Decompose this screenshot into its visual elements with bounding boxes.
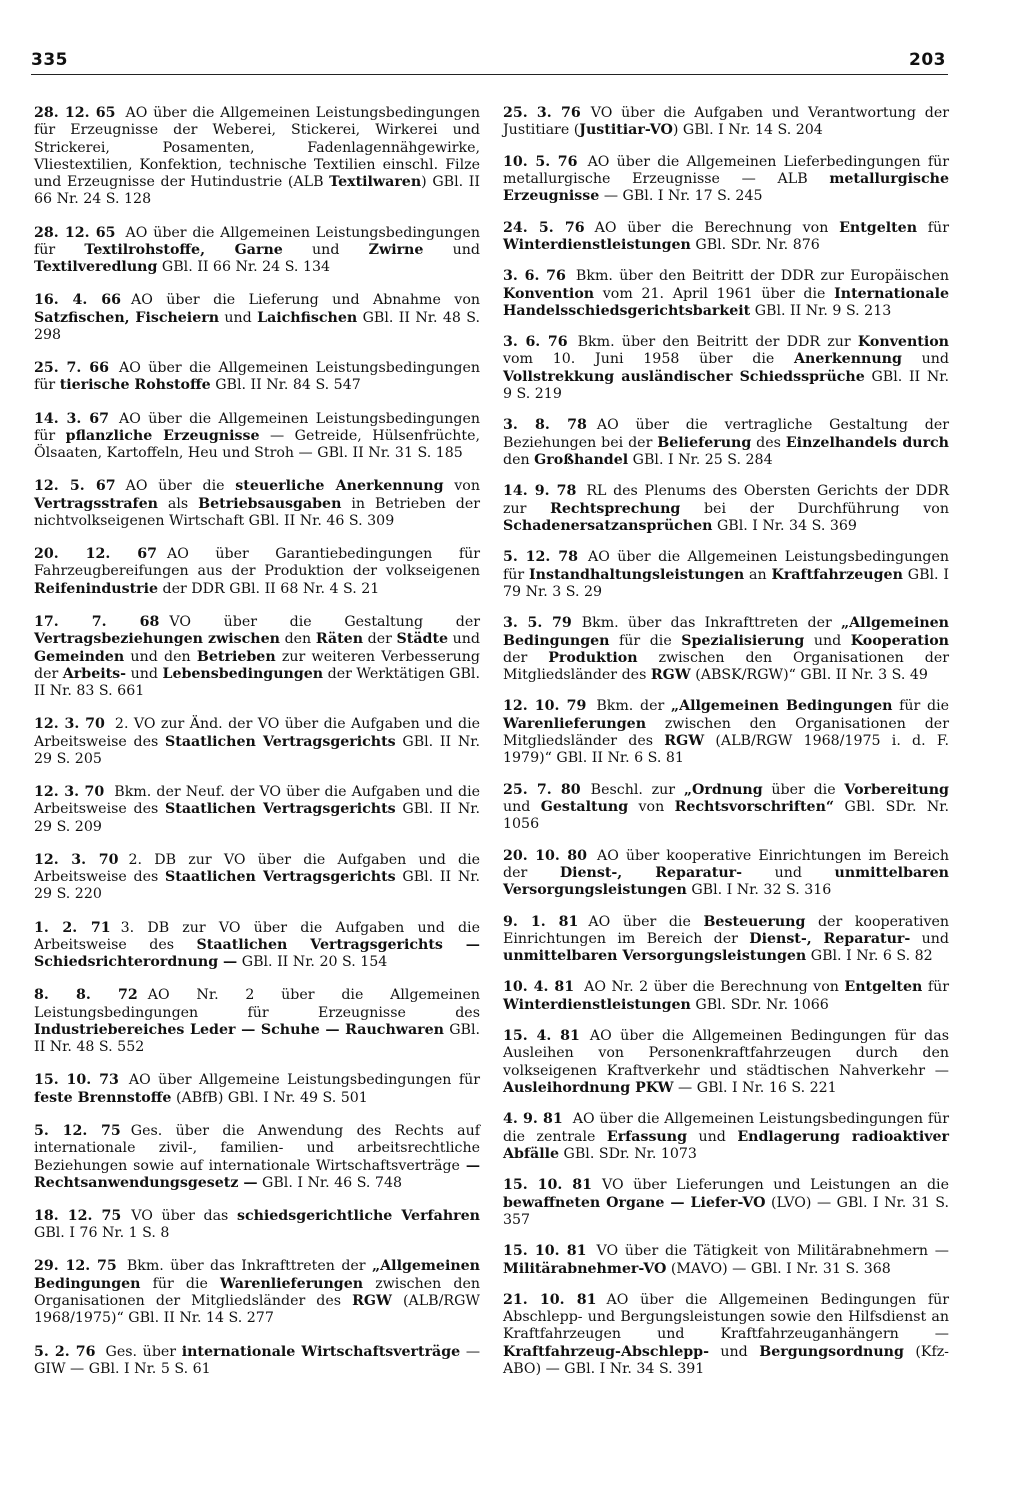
entry-text: für (922, 979, 949, 996)
entry-text: GBl. SDr. Nr. 876 (690, 236, 820, 253)
entry-keyword: RGW (650, 667, 691, 684)
entry-date: 18. 12. 75 (34, 1207, 122, 1224)
register-entry (34, 546, 480, 598)
register-entry (34, 360, 480, 395)
entry-text: und (708, 1343, 760, 1360)
entry-text: über die (762, 781, 845, 798)
entry-date: 12. 3. 70 (34, 716, 105, 733)
entry-text: (ALB/RGW 1968/1975)“ GBl. II Nr. 14 S. 277 (34, 1293, 480, 1327)
entry-keyword: Städte (396, 631, 449, 648)
entry-text: AO über die Allgemeinen Leistungsbedingungen für die zentrale (503, 1111, 949, 1145)
entry-text: an (744, 566, 772, 583)
register-entry (34, 225, 480, 277)
entry-text: VO über Lieferungen und Leistungen an die (602, 1177, 949, 1194)
entry-date: 3. 6. 76 (503, 268, 566, 285)
entry-text: zur weiteren Verbesserung der (34, 648, 480, 682)
entry-keyword: Besteuerung (703, 913, 806, 930)
entry-keyword: Gestaltung (540, 798, 629, 815)
entry-text: zwischen den Organisationen der Mitgliedsländer des (503, 649, 949, 684)
entry-date: 12. 3. 70 (34, 784, 105, 801)
entry-date: 10. 5. 76 (503, 153, 578, 170)
entry-date: 5. 2. 76 (34, 1343, 96, 1360)
entry-text: und (687, 1128, 738, 1145)
entry-text: GBl. I Nr. 34 S. 369 (712, 517, 857, 534)
register-entry (34, 920, 480, 972)
entry-text: bei der Durchführung von (680, 500, 949, 517)
entry-keyword: Satzfischen, Fischeiern (34, 309, 220, 326)
entry-date: 25. 7. 66 (34, 360, 109, 377)
entry-keyword: Internationale Handelsschiedsgerichtsbarkeit (503, 285, 949, 319)
entry-text: GBl. SDr. Nr. 1066 (690, 996, 829, 1013)
entry-text: GBl. I Nr. 46 S. 748 (257, 1174, 403, 1191)
entry-text: AO über die Allgemeinen Leistungsbedingungen für (34, 360, 480, 394)
entry-date: 15. 10. 81 (503, 1177, 592, 1194)
entry-text: AO über die Allgemeinen Leistungsbedingungen für (503, 549, 949, 583)
register-entry (503, 1111, 949, 1163)
register-entry (34, 1123, 480, 1192)
entry-text: AO über die Allgemeinen Leistungsbedingungen für Erzeugnisse der Weberei, Stickerei, Wirkerei und Strickerei, Posamenten, Fadenlagennähgewirke, Vliestextilien, Konfektion, technische Textilien einschl. Filze und Erzeugnisse der Hutindustrie (ALB (34, 105, 480, 191)
entry-text: und (742, 864, 835, 881)
entry-text: GBl. I 76 Nr. 1 S. 8 (34, 1225, 170, 1242)
entry-date: 14. 3. 67 (34, 410, 109, 427)
entry-text: (ABfB) GBl. I Nr. 49 S. 501 (171, 1089, 368, 1106)
entry-keyword: Produktion (548, 649, 638, 666)
entry-text: AO über die Allgemeinen Leistungsbedingungen für (34, 410, 480, 444)
register-entry (34, 716, 480, 768)
register-entry (503, 220, 949, 255)
entry-text: (ABSK/RGW)“ GBl. II Nr. 3 S. 49 (690, 667, 928, 684)
entry-keyword: Schadenersatzansprüchen (503, 517, 713, 534)
entry-date: 12. 3. 70 (34, 851, 119, 868)
register-entry (34, 1344, 480, 1379)
register-entry (503, 914, 949, 966)
entry-keyword: Lebensbedingungen (162, 665, 324, 682)
entry-keyword: unmittelbaren Versorgungsleistungen (503, 948, 807, 965)
entry-text: AO über die (588, 913, 704, 930)
entry-keyword: Kraftfahrzeug-Abschlepp- (503, 1343, 709, 1360)
entry-text: für die (609, 632, 682, 649)
entry-keyword: schiedsgerichtliche Verfahren (236, 1207, 480, 1224)
entry-keyword: „Allgemeinen Bedingungen (670, 698, 893, 715)
entry-date: 4. 9. 81 (503, 1111, 563, 1128)
entry-date: 15. 4. 81 (503, 1028, 580, 1045)
entry-keyword: RGW (664, 733, 705, 750)
entry-text: AO über die Allgemeinen Leistungsbedingungen für (34, 224, 480, 258)
entry-text: AO über die Berechnung von (594, 219, 840, 236)
entry-text: — Getreide, Hülsenfrüchte, Ölsaaten, Kartoffeln, Heu und Stroh — GBl. II Nr. 31 S. 185 (34, 427, 480, 462)
entry-text: AO über Allgemeine Leistungsbedingungen für (128, 1072, 480, 1089)
entry-text: und (804, 632, 851, 649)
register-entry (503, 698, 949, 767)
entry-date: 28. 12. 65 (34, 224, 116, 241)
entry-date: 12. 5. 67 (34, 478, 116, 495)
entry-text: — GIW — GBl. I Nr. 5 S. 61 (34, 1343, 481, 1377)
entry-text: GBl. II Nr. 9 S. 213 (750, 302, 892, 319)
entry-keyword: Ausleihordnung PKW (503, 1080, 674, 1097)
entry-keyword: Kraftfahrzeugen (771, 566, 903, 583)
left-column (34, 105, 480, 1378)
entry-text: AO über die vertragliche Gestaltung der Beziehungen bei der (503, 417, 950, 451)
entry-keyword: Textilrohstoffe, Garne (84, 241, 283, 258)
register-entry (503, 268, 949, 320)
entry-text: des (751, 434, 786, 451)
entry-text: RL des Plenums des Obersten Gerichts der DDR zur (503, 483, 949, 517)
entry-date: 3. 6. 76 (503, 334, 568, 351)
entry-keyword: Warenlieferungen (220, 1275, 364, 1292)
entry-keyword: internationale Wirtschaftsverträge (181, 1343, 461, 1360)
entry-keyword: Bergungsordnung (759, 1343, 904, 1360)
entry-keyword: Erfassung (606, 1128, 687, 1145)
register-entry (34, 411, 480, 463)
entry-text: VO über die Tätigkeit von Militärabnehmern — (596, 1243, 949, 1260)
entry-text: (Kfz-ABO) — GBl. I Nr. 34 S. 391 (503, 1343, 949, 1378)
entry-date: 1. 2. 71 (34, 919, 111, 936)
entry-text: der (503, 649, 549, 666)
entry-text: (MAVO) — GBl. I Nr. 31 S. 368 (666, 1260, 891, 1277)
entry-text: GBl. II Nr. 20 S. 154 (237, 954, 388, 971)
entry-text: für die (892, 698, 950, 715)
entry-date: 25. 3. 76 (503, 105, 581, 121)
entry-text: für (917, 219, 949, 236)
entry-keyword: Textilveredlung (34, 259, 158, 276)
entry-keyword: bewaffneten Organe — Liefer-VO (503, 1194, 766, 1211)
entry-date: 24. 5. 76 (503, 219, 585, 236)
entry-text: und (423, 241, 480, 258)
entry-keyword: Konvention (503, 285, 595, 302)
entry-text: GBl. I Nr. 32 S. 316 (686, 882, 832, 899)
entry-text: vom 10. Juni 1958 über die (503, 351, 795, 368)
register-entry (503, 154, 949, 206)
entry-text: vom 21. April 1961 über die (594, 285, 835, 302)
entry-text: Ges. über die Anwendung des Rechts auf internationale zivil-, familien- und arbeitsrechtliche Beziehungen sowie auf internationale Wirtschaftsverträge (34, 1122, 480, 1174)
entry-text: der (363, 631, 397, 648)
entry-date: 5. 12. 78 (503, 549, 578, 566)
entry-text: (LVO) — GBl. I Nr. 31 S. 357 (503, 1194, 950, 1228)
entry-text: für die (140, 1275, 221, 1292)
entry-keyword: Winterdienstleistungen (503, 236, 691, 253)
entry-keyword: Rechtsprechung (550, 500, 681, 517)
entry-date: 15. 10. 73 (34, 1072, 119, 1089)
entry-text: GBl. SDr. Nr. 1073 (559, 1145, 697, 1162)
entry-keyword: Vertragsbeziehungen zwischen (34, 631, 280, 648)
entry-keyword: metallurgische Erzeugnisse (503, 170, 949, 205)
register-entry (34, 987, 480, 1056)
entry-keyword: Belieferung (657, 434, 752, 451)
entry-text: GBl. II Nr. 29 S. 220 (34, 869, 480, 903)
register-entry (34, 105, 480, 209)
entry-keyword: Winterdienstleistungen (503, 996, 691, 1013)
entry-text: GBl. II Nr. 48 S. 552 (34, 1021, 480, 1056)
entry-text: als (158, 495, 199, 512)
entry-keyword: Dienst-, Reparatur- (559, 864, 743, 881)
entry-keyword: Entgelten (844, 979, 923, 996)
register-entry (34, 852, 480, 904)
entry-text: AO über die Allgemeinen Bedingungen für das Ausleihen von Personenkraftfahrzeugen durch den volkseigenen Kraftverkehr und städtischen Nahverkehr — (503, 1028, 949, 1079)
entry-text: von (443, 478, 480, 495)
entry-text: der kooperativen Einrichtungen im Bereich der (503, 913, 949, 947)
header-rule (31, 74, 948, 75)
entry-keyword: Spezialisierung (681, 632, 805, 649)
register-entry (34, 1072, 480, 1107)
entry-text: GBl. II Nr. 9 S. 219 (503, 368, 949, 403)
entry-keyword: pflanzliche Erzeugnisse (65, 427, 260, 444)
entry-text: zwischen den Organisationen der Mitgliedsländer des (34, 1275, 480, 1310)
entry-date: 28. 12. 65 (34, 105, 116, 121)
entry-date: 20. 12. 67 (34, 546, 157, 563)
entry-text: Bkm. über den Beitritt der DDR zur Europäischen (575, 268, 949, 285)
entry-text: — GBl. I Nr. 16 S. 221 (673, 1080, 837, 1097)
entry-date: 20. 10. 80 (503, 847, 587, 864)
entry-text: AO über die (125, 478, 236, 495)
entry-text: GBl. II Nr. 84 S. 547 (210, 377, 361, 394)
entry-text: GBl. I 79 Nr. 3 S. 29 (503, 566, 949, 600)
register-entry (503, 1177, 949, 1229)
entry-date: 25. 7. 80 (503, 781, 581, 798)
entry-keyword: Betrieben (196, 648, 276, 665)
register-entry (503, 334, 949, 403)
entry-text: GBl. II Nr. 48 S. 298 (34, 309, 480, 344)
entry-text: VO über die Gestaltung der (169, 613, 480, 630)
entry-text: der Werktätigen GBl. II Nr. 83 S. 661 (34, 665, 480, 700)
register-entry (34, 784, 480, 836)
register-entry (503, 979, 949, 1014)
entry-keyword: Reifenindustrie (34, 580, 159, 597)
entry-text: GBl. II 66 Nr. 24 S. 134 (157, 259, 331, 276)
entry-text: Bkm. der (596, 698, 671, 715)
entry-text: und (219, 309, 258, 326)
register-entry (503, 615, 949, 684)
entry-text: Ges. über (105, 1343, 182, 1360)
entry-date: 16. 4. 66 (34, 292, 121, 309)
entry-keyword: Räten (315, 631, 364, 648)
entry-date: 5. 12. 75 (34, 1122, 121, 1139)
entry-keyword: Staatlichen Vertragsgerichts (165, 733, 396, 750)
entry-keyword: Textilwaren (329, 174, 422, 191)
entry-keyword: Einzelhandels durch (785, 434, 950, 451)
entry-keyword: „Allgemeinen Bedingungen (503, 615, 949, 649)
entry-text: VO über das (131, 1207, 237, 1224)
entry-text: 2. DB zur VO über die Aufgaben und die Arbeitsweise des (34, 851, 480, 886)
entry-text: AO über Garantiebedingungen für Fahrzeugbereifungen aus der Produktion der volkseigenen (34, 546, 480, 580)
entry-text: GBl. I Nr. 6 S. 82 (806, 948, 933, 965)
entry-text: AO über die Allgemeinen Lieferbedingungen für metallurgische Erzeugnisse — ALB (503, 153, 950, 187)
entry-date: 3. 8. 78 (503, 417, 587, 434)
entry-text: GBl. I Nr. 25 S. 284 (628, 451, 773, 468)
register-entry (503, 1028, 949, 1097)
entry-text: und (901, 351, 950, 368)
entry-keyword: Staatlichen Vertragsgerichts — Schiedsrichterordnung — (34, 936, 480, 971)
entry-text: Bkm. der Neuf. der VO über die Aufgaben und die Arbeitsweise des (34, 784, 480, 818)
register-entry (34, 292, 480, 344)
register-entry (503, 549, 949, 601)
page-number-right: 203 (909, 50, 946, 70)
entry-text: (ALB/RGW 1968/1975 i. d. F. 1979)“ GBl. II Nr. 6 S. 81 (503, 733, 950, 767)
entry-date: 17. 7. 68 (34, 613, 160, 630)
entry-text: Bkm. über den Beitritt der DDR zur (577, 334, 858, 351)
entry-text: GBl. II Nr. 29 S. 205 (34, 733, 480, 767)
entry-text: GBl. SDr. Nr. 1056 (503, 798, 949, 833)
entry-text: AO Nr. 2 über die Berechnung von (584, 979, 845, 996)
entry-keyword: Großhandel (534, 451, 629, 468)
entry-text: 3. DB zur VO über die Aufgaben und die Arbeitsweise des (34, 919, 480, 953)
entry-text: Bkm. über das Inkrafttreten der (126, 1258, 373, 1275)
entry-text: und (282, 241, 369, 258)
entry-text: ) GBl. II 66 Nr. 24 S. 128 (34, 174, 480, 208)
entry-text: GBl. II Nr. 29 S. 209 (34, 801, 480, 835)
register-entry (34, 478, 480, 530)
entry-keyword: Konvention (857, 334, 949, 351)
register-entry (34, 1208, 480, 1243)
entry-text: und den (124, 648, 197, 665)
entry-text: den (279, 631, 316, 648)
entry-text: und (126, 665, 163, 682)
entry-text: den (503, 451, 535, 468)
entry-keyword: Instandhaltungsleistungen (529, 566, 745, 583)
right-column (503, 105, 949, 1378)
register-entry (34, 1258, 480, 1327)
register-entry (503, 105, 949, 140)
entry-keyword: Justitiar-VO (579, 122, 673, 139)
entry-date: 8. 8. 72 (34, 987, 138, 1004)
entry-text: zwischen den Organisationen der Mitgliedsländer des (503, 715, 949, 750)
entry-keyword: Warenlieferungen (503, 715, 647, 732)
entry-keyword: Industriebereiches Leder — Schuhe — Rauchwaren (34, 1021, 444, 1038)
entry-keyword: Betriebsausgaben (198, 495, 342, 512)
entry-keyword: Dienst-, Reparatur- (749, 930, 911, 947)
entry-keyword: Kooperation (850, 632, 949, 649)
entry-text: VO über die Aufgaben und Verantwortung der Justitiare ( (503, 105, 949, 139)
entry-text: AO über die Lieferung und Abnahme von (130, 292, 481, 309)
entry-keyword: „Ordnung (683, 781, 763, 798)
entry-text: AO über die Allgemeinen Bedingungen für Abschlepp- und Bergungsleistungen sowie den Hilfsdienst an Kraftfahrzeugen und Kraftfahrzeuganhängern — (503, 1291, 949, 1343)
entry-keyword: Vertragsstrafen (34, 495, 158, 512)
entry-date: 29. 12. 75 (34, 1258, 117, 1275)
entry-text: der DDR GBl. II 68 Nr. 4 S. 21 (158, 580, 380, 597)
entry-keyword: Vorbereitung (844, 781, 949, 798)
entry-keyword: tierische Rohstoffe (59, 377, 211, 394)
entry-date: 12. 10. 79 (503, 698, 587, 715)
register-entry (503, 417, 949, 469)
entry-text: und (503, 798, 541, 815)
entry-keyword: Militärabnehmer-VO (503, 1260, 667, 1277)
entry-keyword: — Rechtsanwendungsgesetz — (34, 1157, 480, 1191)
entry-keyword: Gemeinden (34, 648, 125, 665)
entry-keyword: unmittelbaren Versorgungsleistungen (503, 864, 949, 899)
entry-keyword: Arbeits- (62, 665, 127, 682)
entry-keyword: feste Brennstoffe (34, 1089, 172, 1106)
entry-text: AO über kooperative Einrichtungen im Bereich der (503, 847, 949, 881)
entry-keyword: „Allgemeinen Bedingungen (34, 1258, 480, 1292)
entry-text: Beschl. zur (590, 781, 684, 798)
register-entry (503, 483, 949, 535)
entry-keyword: Laichfischen (257, 309, 358, 326)
register-entry (503, 782, 949, 834)
entry-keyword: Endlagerung radioaktiver Abfälle (503, 1128, 949, 1162)
entry-text: — GBl. I Nr. 17 S. 245 (599, 188, 763, 205)
entry-text: ) GBl. I Nr. 14 S. 204 (672, 122, 823, 139)
page-number-left: 335 (31, 50, 68, 70)
entry-keyword: RGW (352, 1293, 392, 1310)
entry-date: 14. 9. 78 (503, 483, 577, 500)
entry-keyword: Staatlichen Vertragsgerichts (165, 801, 396, 818)
entry-date: 21. 10. 81 (503, 1291, 597, 1308)
entry-text: Bkm. über das Inkrafttreten der (581, 615, 842, 632)
entry-keyword: Staatlichen Vertragsgerichts (165, 869, 396, 886)
entry-text: in Betrieben der nichtvolkseigenen Wirtschaft GBl. II Nr. 46 S. 309 (34, 495, 480, 530)
register-entry (34, 614, 480, 700)
entry-date: 3. 5. 79 (503, 615, 572, 632)
register-entry (503, 848, 949, 900)
entry-date: 15. 10. 81 (503, 1243, 587, 1260)
entry-date: 9. 1. 81 (503, 913, 579, 930)
entry-keyword: Anerkennung (794, 351, 902, 368)
register-entry (503, 1292, 949, 1378)
entry-keyword: steuerliche Anerkennung (235, 478, 444, 495)
entry-keyword: Zwirne (368, 241, 424, 258)
register-entry (503, 1243, 949, 1278)
entry-keyword: Entgelten (839, 219, 918, 236)
entry-keyword: Vollstrekkung ausländischer Schiedssprüche (503, 368, 865, 385)
entry-text: 2. VO zur Änd. der VO über die Aufgaben und die Arbeitsweise des (34, 716, 480, 750)
entry-keyword: Rechtsvorschriften“ (674, 798, 835, 815)
entry-text: und (910, 930, 949, 947)
entry-text: AO Nr. 2 über die Allgemeinen Leistungsbedingungen für Erzeugnisse des (34, 987, 480, 1021)
entry-text: und (448, 631, 481, 648)
entry-date: 10. 4. 81 (503, 979, 575, 996)
entry-text: von (628, 798, 675, 815)
